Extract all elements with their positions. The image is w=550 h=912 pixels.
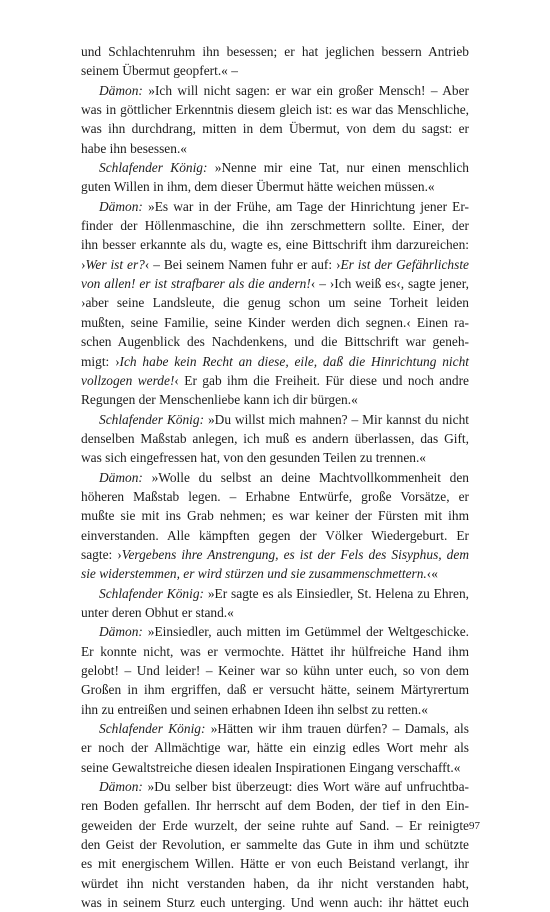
text-run: migt: › <box>81 353 120 369</box>
text-run: es mit energischem Willen. Hätte er von euch Beistand verlangt, ihr <box>81 856 469 872</box>
text-line <box>81 603 469 622</box>
italic-text-run: Dämon: <box>99 469 143 485</box>
text-line <box>81 854 469 873</box>
text-run: »Hätten wir ihm trauen dürfen? – Damals, als <box>205 721 469 737</box>
text-run: »Nenne mir eine Tat, nur einen menschlich <box>207 160 469 176</box>
text-line <box>81 680 469 699</box>
text-line <box>81 642 469 661</box>
text-line <box>81 874 469 893</box>
text-run: ihn zu entreißen und seinen erhabnen Ideen ihn selbst zu retten.« <box>81 701 428 717</box>
text-line <box>81 81 469 100</box>
italic-text-run: Dämon: <box>99 624 143 640</box>
text-run: mußte sie mit ins Grab nehmen; es war keiner der Fürsten mit ihm <box>81 508 469 524</box>
text-line <box>81 390 469 409</box>
text-line <box>81 700 469 719</box>
italic-text-run: Schlafender König: <box>99 585 205 601</box>
text-run: und Schlachtenruhm ihn besessen; er hat jeglichen bessern Antrieb <box>81 44 469 59</box>
text-line <box>81 429 469 448</box>
text-line <box>81 235 469 254</box>
text-run: schen Augenblick des Nachdenkens, und die Bittschrift war geneh- <box>81 334 469 350</box>
text-run: was in seinem Sturz euch unterging. Und wenn auch: ihr hättet euch <box>81 895 469 911</box>
text-run: › <box>81 256 86 272</box>
text-run: Großen in ihm ergriffen, daß er versucht hätte, seinem Märtyrertum <box>81 682 469 698</box>
text-line <box>81 893 469 912</box>
text-run: was in göttlicher Erkenntnis diesem gleich ist: es war das Menschliche, <box>81 102 469 118</box>
page-number: 97 <box>469 820 480 832</box>
text-run: Regungen der Menschenliebe kann ich dir bürgen.« <box>81 392 358 408</box>
text-run: »Er sagte es als Einsiedler, St. Helena zu Ehren, <box>204 585 469 601</box>
text-line <box>81 293 469 312</box>
body-text <box>81 42 469 912</box>
text-line <box>81 352 469 371</box>
text-line <box>81 158 469 177</box>
text-run: guten Willen in ihm, dem dieser Übermut hätte weichen müssen.« <box>81 179 435 195</box>
text-run: habe ihn besessen.« <box>81 140 187 156</box>
italic-text-run: von allen! er ist strafbarer als die andern! <box>81 276 311 292</box>
text-line <box>81 526 469 545</box>
text-line <box>81 61 469 80</box>
text-run: was ihn durchdrang, mitten in dem Übermut, von dem du sagst: er <box>81 121 469 137</box>
text-line <box>81 177 469 196</box>
text-run: sagte: › <box>81 546 122 562</box>
text-line <box>81 371 469 390</box>
text-run: Er konnte nicht, was er vermochte. Hättet ihr hülfreiche Hand ihm <box>81 643 469 659</box>
text-line <box>81 216 469 235</box>
text-run: er noch der Allmächtige war, hätte ein einzig edles Wort mehr als <box>81 740 469 756</box>
text-run: denselben Maßstab anlegen, ich muß es andern überlassen, das Gift, <box>81 430 469 446</box>
text-line <box>81 545 469 564</box>
text-run: ‹ – Bei seinem Namen fuhr er auf: › <box>144 256 341 272</box>
text-line <box>81 197 469 216</box>
text-run: würdet ihn nicht verstanden haben, da ihr nicht verstanden habt, <box>81 875 469 891</box>
italic-text-run: Wer ist er? <box>85 256 145 272</box>
italic-text-run: Dämon: <box>99 779 143 795</box>
text-line <box>81 119 469 138</box>
text-line <box>81 584 469 603</box>
italic-text-run: Ich habe kein Recht an diese, eile, daß die Hinrichtung nicht <box>119 353 469 369</box>
italic-text-run: Dämon: <box>99 198 143 214</box>
text-line <box>81 410 469 429</box>
text-line <box>81 139 469 158</box>
text-line <box>81 758 469 777</box>
text-line <box>81 468 469 487</box>
text-run: »Ich will nicht sagen: er war ein großer Mensch! – Aber <box>142 82 469 98</box>
text-run: ihn besser erkannte als du, wagte es, eine Bittschrift ihm darzureichen: <box>81 237 469 253</box>
text-line <box>81 777 469 796</box>
italic-text-run: sie widerstemmen, er wird stürzen und sie zusammenschmettern. <box>81 566 427 582</box>
text-run: höheren Maßstab legen. – Erhabne Entwürfe, große Vorsätze, er <box>81 488 469 504</box>
text-run: seine Gewaltstreiche diesen idealen Inspirationen Eingang verschafft.« <box>81 759 461 775</box>
text-run: den Geist der Revolution, er sammelte das Gute in ihm und schützte <box>81 837 469 853</box>
text-run: gelobt! – Und leider! – Keiner war so kühn unter euch, so von dem <box>81 663 469 678</box>
text-line <box>81 796 469 815</box>
text-line <box>81 274 469 293</box>
text-run: einverstanden. Alle kämpften gegen der Völker Wiedergeburt. Er <box>81 527 469 543</box>
text-line <box>81 719 469 738</box>
italic-text-run: Schlafender König: <box>99 721 206 737</box>
text-run: mußten, seine Familie, seine Kinder werden dich segnen.‹ Einen ra- <box>81 314 469 330</box>
text-run: ren Boden gefallen. Ihr herrscht auf dem Boden, der tief in den Ein- <box>81 798 469 814</box>
text-run: seinem Übermut geopfert.« – <box>81 63 238 79</box>
italic-text-run: vollzogen werde! <box>81 372 175 388</box>
text-run: ‹« <box>426 566 438 582</box>
text-run: ‹ Er gab ihm die Freiheit. Für diese und noch andre <box>174 372 469 388</box>
text-line <box>81 448 469 467</box>
italic-text-run: Schlafender König: <box>99 160 208 176</box>
text-run: ‹ – ›Ich weiß es‹, sagte jener, <box>310 276 469 292</box>
text-line <box>81 564 469 583</box>
text-line <box>81 506 469 525</box>
text-line <box>81 100 469 119</box>
text-run: »Einsiedler, auch mitten im Getümmel der Weltgeschicke. <box>142 624 469 640</box>
text-line <box>81 661 469 680</box>
text-run: ›aber seine Landsleute, die genug schon um seine Torheit leiden <box>81 295 469 311</box>
text-run: geweiden der Erde wurzelt, der seine ruhte auf Sand. – Er reinigte <box>81 817 469 833</box>
text-line <box>81 835 469 854</box>
text-line <box>81 42 469 61</box>
text-line <box>81 487 469 506</box>
text-line <box>81 255 469 274</box>
italic-text-run: Schlafender König: <box>99 411 205 427</box>
text-line <box>81 313 469 332</box>
text-line <box>81 738 469 757</box>
text-run: »Es war in der Frühe, am Tage der Hinrichtung jener Er- <box>142 198 469 214</box>
italic-text-run: Vergebens ihre Anstrengung, es ist der Fels des Sisyphus, dem <box>121 546 469 562</box>
text-run: finder der Höllenmaschine, die ihn zerschmettern sollte. Einer, der <box>81 218 469 234</box>
italic-text-run: Er ist der Gefährlichste <box>340 256 469 272</box>
text-line <box>81 622 469 641</box>
text-run: »Du willst mich mahnen? – Mir kannst du nicht <box>204 411 469 427</box>
text-line <box>81 816 469 835</box>
text-run: was sich eingefressen hat, von den gesunden Teilen zu trennen.« <box>81 450 427 466</box>
text-run: »Wolle du selbst an deine Machtvollkommenheit den <box>142 469 469 485</box>
text-line <box>81 332 469 351</box>
italic-text-run: Dämon: <box>99 82 143 98</box>
text-run: unter deren Obhut er stand.« <box>81 604 234 620</box>
text-run: »Du selber bist überzeugt: dies Wort wäre auf unfruchtba- <box>142 779 469 795</box>
